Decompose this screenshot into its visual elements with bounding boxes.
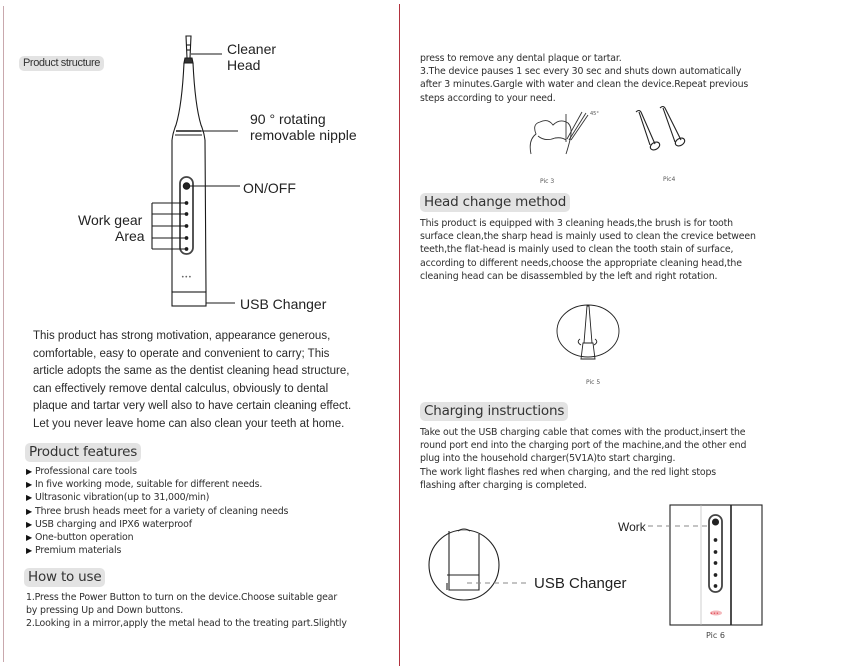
charging-line: The work light flashes red when charging, and the red light stops <box>420 466 717 478</box>
triangle-right-icon: ▶ <box>26 467 33 476</box>
triangle-right-icon: ▶ <box>26 506 33 516</box>
callout-nipple-line2: removable nipple <box>250 127 357 143</box>
section-heading-head-change: Head change method <box>420 193 570 212</box>
head-change-line: This product is equipped with 3 cleaning heads,the brush is for tooth <box>420 218 733 229</box>
feature-text: Three brush heads meet for a variety of cleaning needs <box>35 505 289 517</box>
callout-usb-changer: USB Changer <box>240 296 327 312</box>
pic5-caption: Pic 5 <box>586 379 601 386</box>
section-heading-charging: Charging instructions <box>420 402 568 421</box>
feature-text: USB charging and IPX6 waterproof <box>35 518 192 530</box>
how-to-use-line: steps according to your need. <box>420 92 556 104</box>
head-change-line: surface clean,the sharp head is mainly used to clean the crevice between <box>420 231 756 243</box>
pic4-caption: Pic4 <box>663 176 676 183</box>
triangle-right-icon: ▶ <box>26 519 33 529</box>
triangle-right-icon: ▶ <box>26 546 33 556</box>
charging-line: plug into the household charger(5V1A)to start charging. <box>420 453 676 465</box>
feature-text: Ultrasonic vibration(up to 31,000/min) <box>35 492 210 504</box>
intro-line: comfortable, easy to operate and convenient to carry; This <box>33 347 330 360</box>
intro-line: can effectively remove dental calculus, obviously to dental <box>33 382 329 395</box>
work-light-icon <box>713 519 719 525</box>
svg-text:•••: ••• <box>181 274 192 281</box>
head-change-line: teeth,the flat-head is mainly used to clean the tooth stain of surface, <box>420 244 734 256</box>
intro-line: article adopts the same as the dentist cleaning head structure, <box>33 365 350 377</box>
pic6-caption: Pic 6 <box>706 631 725 640</box>
intro-line: plaque and tartar very well also to have certain cleaning effect. <box>33 400 352 412</box>
charging-line: Take out the USB charging cable that comes with the product,insert the <box>420 427 746 438</box>
triangle-right-icon: ▶ <box>26 480 33 490</box>
triangle-right-icon: ▶ <box>26 493 33 503</box>
callout-cleaner-head-line2: Head <box>227 57 261 73</box>
head-change-line: cleaning head can be disassembled by the left and right rotation. <box>420 270 718 282</box>
feature-text: In five working mode, suitable for different needs. <box>35 479 263 491</box>
charging-line: flashing after charging is completed. <box>420 479 587 491</box>
pic3-caption: Pic 3 <box>540 178 555 185</box>
triangle-right-icon: ▶ <box>26 533 33 543</box>
section-heading-product-structure: Product structure <box>19 56 104 71</box>
how-to-use-line: by pressing Up and Down buttons. <box>26 605 184 617</box>
intro-line: Let you never leave home can also clean your teeth at home. <box>33 417 345 430</box>
how-to-use-line: 2.Looking in a mirror,apply the metal head to the treating part.Slightly <box>26 618 347 630</box>
head-change-line: according to different needs,choose the appropriate cleaning head,the <box>420 257 742 269</box>
how-to-use-line: 3.The device pauses 1 sec every 30 sec and shuts down automatically <box>420 66 742 78</box>
how-to-use-line: 1.Press the Power Button to turn on the device.Choose suitable gear <box>26 592 338 603</box>
pic3-angle-label: 45° <box>590 111 599 117</box>
charging-line: round port end into the charging port of the machine,and the other end <box>420 440 747 452</box>
callout-work-gear-line2: Area <box>115 228 145 244</box>
section-heading-how-to-use: How to use <box>24 568 105 587</box>
pic6-usb-changer-label: USB Changer <box>534 575 627 592</box>
feature-text: Premium materials <box>35 545 122 557</box>
callout-on-off: ON/OFF <box>243 180 296 196</box>
feature-text: One-button operation <box>35 532 134 544</box>
svg-text:•••: ••• <box>710 611 719 617</box>
intro-line: This product has strong motivation, appearance generous, <box>33 330 331 342</box>
how-to-use-line: after 3 minutes.Gargle with water and clean the device.Repeat previous <box>420 79 749 91</box>
how-to-use-line: press to remove any dental plaque or tartar. <box>420 53 622 64</box>
callout-work-gear-line1: Work gear <box>78 212 143 228</box>
pic6-work-label: Work <box>618 520 646 534</box>
callout-nipple-line1: 90 ° rotating <box>250 111 326 127</box>
feature-text: Professional care tools <box>35 466 137 477</box>
section-heading-product-features: Product features <box>25 443 141 462</box>
callout-cleaner-head-line1: Cleaner <box>227 41 277 57</box>
